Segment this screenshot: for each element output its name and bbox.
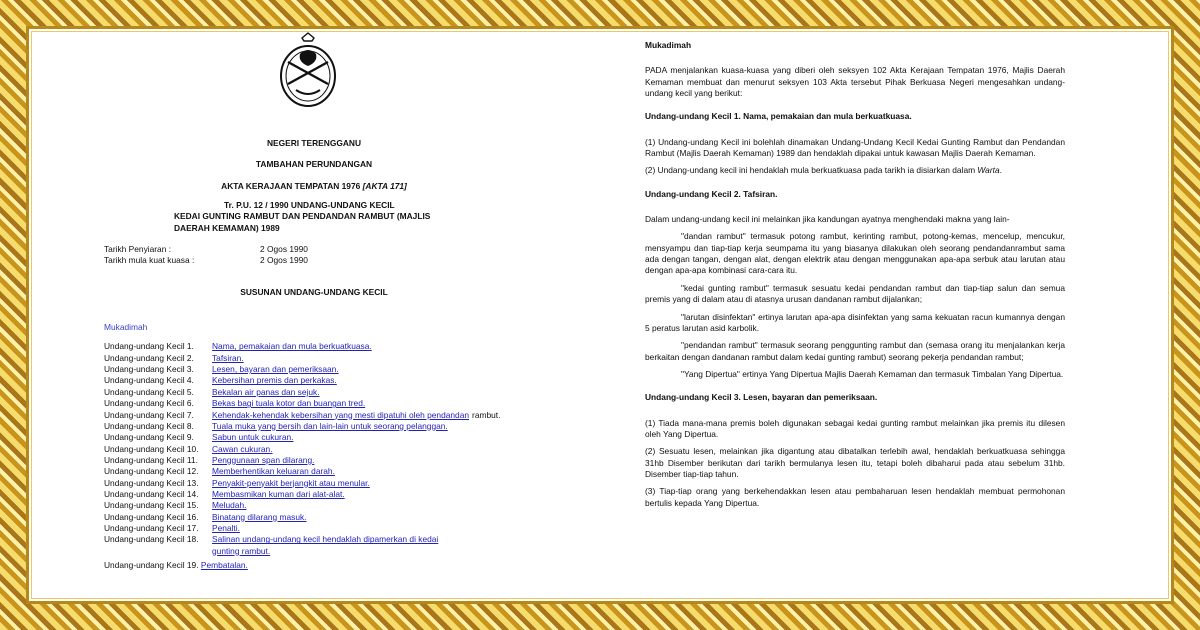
section-3-para-2: (2) Sesuatu lesen, melainkan jika digantung atau dibatalkan terlebih awal, hendaklah berkuatkuasa sehingga 31hb Disember berikutan dari tarikh bermulanya lesen itu, tetapi boleh dibaharui pada atau sebelum 31hb. Disember tiap-tiap tahun. bbox=[645, 446, 1065, 479]
toc-row-link[interactable]: Sabun untuk cukuran. bbox=[212, 432, 294, 443]
toc-mukadimah-link[interactable]: Mukadimah bbox=[104, 322, 148, 333]
toc-row-1 bbox=[104, 341, 524, 352]
bylaw-title bbox=[104, 200, 524, 234]
section-3-para-1: (1) Tiada mana-mana premis boleh digunakan sebagai kedai gunting rambut melainkan jika premis itu dilesen oleh Yang Dipertua. bbox=[645, 417, 1065, 439]
toc-row-2 bbox=[104, 353, 524, 364]
toc-row-4 bbox=[104, 375, 524, 386]
right-page bbox=[645, 40, 1065, 515]
toc-row-7 bbox=[104, 410, 524, 421]
toc-row-key: Undang-undang Kecil 5. bbox=[104, 386, 194, 397]
bylaw-title-line-2: KEDAI GUNTING RAMBUT DAN PENDANDAN RAMBUT (MAJLIS bbox=[174, 211, 431, 222]
toc-row-19 bbox=[104, 560, 524, 571]
publication-date-row bbox=[104, 244, 524, 255]
state-name: NEGERI TERENGGANU bbox=[267, 138, 361, 148]
toc-row-12 bbox=[104, 466, 524, 477]
toc-row-link[interactable]: Lesen, bayaran dan pemeriksaan. bbox=[212, 364, 339, 375]
toc-row-link[interactable]: Salinan undang-undang kecil hendaklah dipamerkan di kedai bbox=[212, 534, 439, 545]
toc-row-13 bbox=[104, 478, 524, 489]
toc-row-key: Undang-undang Kecil 4. bbox=[104, 375, 194, 386]
arrangement-heading: SUSUNAN UNDANG-UNDANG KECIL bbox=[240, 286, 388, 297]
toc-row-key: Undang-undang Kecil 1. bbox=[104, 341, 194, 352]
toc-row-link[interactable]: Pembatalan. bbox=[200, 559, 248, 570]
toc-row-link[interactable]: Cawan cukuran. bbox=[212, 443, 273, 454]
toc-row-5 bbox=[104, 387, 524, 398]
definition-pendandan-rambut: "pendandan rambut" termasuk seorang penggunting rambut dan (semasa orang itu menjalankan kerja berkaitan dengan dandanan rambut dalam kedai gunting rambut) seorang pekerja pendandan rambut; bbox=[645, 340, 1065, 362]
toc-row-key: Undang-undang Kecil 7. bbox=[104, 409, 194, 420]
toc-row-link[interactable]: Tuala muka yang bersih dan lain-lain untuk seorang pelanggan. bbox=[212, 420, 448, 431]
definition-larutan-disinfektan: "larutan disinfektan" ertinya larutan apa-apa disinfektan yang sama kekuatan racun kumannya dengan 5 peratus larutan asid karbolik. bbox=[645, 311, 1065, 333]
toc-row-key: Undang-undang Kecil 19. bbox=[104, 559, 199, 570]
toc-row-link-continued[interactable]: gunting rambut. bbox=[212, 545, 271, 556]
toc-row-18-continued bbox=[104, 546, 524, 557]
toc-row-key: Undang-undang Kecil 3. bbox=[104, 364, 194, 375]
effective-date-row bbox=[104, 255, 524, 266]
definition-dandan-rambut: "dandan rambut" termasuk potong rambut, kerinting rambut, potong-kemas, mencelup, mencukur, mensyampu dan tiap-tiap kerja seumpama itu yang biasanya dilakukan oleh seorang pendandanrambut sama ada dengan tangan, dengan alat, dengan elektrik atau dengan menggunakan apa-apa serbuk atau larutan atau dengan apa-apa kombinasi cara-cara itu. bbox=[645, 231, 1065, 276]
toc-row-key: Undang-undang Kecil 2. bbox=[104, 352, 194, 363]
toc-row-key: Undang-undang Kecil 17. bbox=[104, 522, 199, 533]
toc-row-6 bbox=[104, 398, 524, 409]
toc-row-16 bbox=[104, 512, 524, 523]
section-2-heading: Undang-undang Kecil 2. Tafsiran. bbox=[645, 188, 778, 199]
section-3-heading: Undang-undang Kecil 3. Lesen, bayaran dan pemeriksaan. bbox=[645, 392, 878, 403]
toc-row-key: Undang-undang Kecil 18. bbox=[104, 534, 199, 545]
toc-row-link[interactable]: Bekalan air panas dan sejuk. bbox=[212, 386, 320, 397]
toc-row-link[interactable]: Penggunaan span dilarang. bbox=[212, 454, 315, 465]
definition-kedai-gunting-rambut: "kedai gunting rambut" termasuk sesuatu kedai pendandan rambut dan tiap-tiap salun dan semua premis yang di dalam atau di atasnya urusan dandanan rambut dijalankan; bbox=[645, 282, 1065, 305]
section-3-para-3: (3) Tiap-tiap orang yang berkehendakkan lesen atau pembaharuan lesen hendaklah membuat permohonan bertulis kepada Yang Dipertua. bbox=[645, 486, 1065, 508]
toc-row-key: Undang-undang Kecil 16. bbox=[104, 511, 199, 522]
bylaw-title-line-3: DAERAH KEMAMAN) 1989 bbox=[174, 222, 280, 233]
toc-row-extra: rambut. bbox=[472, 409, 501, 420]
toc-row-link[interactable]: Bekas bagi tuala kotor dan buangan tred. bbox=[212, 398, 366, 409]
toc-row-link[interactable]: Penyakit-penyakit berjangkit atau menular. bbox=[212, 477, 370, 488]
section-1-para-2 bbox=[645, 165, 1065, 176]
left-page bbox=[104, 40, 524, 571]
toc-row-15 bbox=[104, 500, 524, 511]
terengganu-crest-icon bbox=[276, 32, 340, 110]
toc-row-link[interactable]: Kebersihan premis dan perkakas. bbox=[212, 375, 337, 386]
pu-reference: Tr. P.U. 12 / 1990 UNDANG-UNDANG KECIL bbox=[224, 200, 395, 211]
toc-row-key: Undang-undang Kecil 14. bbox=[104, 488, 199, 499]
section-1-para-2-text: (2) Undang-undang kecil ini hendaklah mula berkuatkuasa pada tarikh ia disiarkan dalam bbox=[645, 165, 978, 176]
act-title bbox=[104, 181, 524, 192]
supplement-title: TAMBAHAN PERUNDANGAN bbox=[255, 159, 373, 170]
toc-row-link[interactable]: Membasmikan kuman dari alat-alat. bbox=[212, 488, 345, 499]
preamble-heading: Mukadimah bbox=[645, 40, 692, 50]
toc-row-18 bbox=[104, 534, 524, 545]
toc-row-key: Undang-undang Kecil 9. bbox=[104, 432, 194, 443]
toc-row-10 bbox=[104, 444, 524, 455]
publication-dates bbox=[104, 244, 524, 267]
toc-row-key: Undang-undang Kecil 12. bbox=[104, 466, 199, 477]
toc-row-link[interactable]: Kehendak-kehendak kebersihan yang mesti dipatuhi oleh pendandan bbox=[212, 409, 470, 420]
section-1-para-2-end: . bbox=[999, 165, 1002, 176]
toc-row-8 bbox=[104, 421, 524, 432]
toc-row-3 bbox=[104, 364, 524, 375]
table-of-contents bbox=[104, 341, 524, 557]
definition-yang-dipertua: "Yang Dipertua" ertinya Yang Dipertua Majlis Daerah Kemaman dan termasuk Timbalan Yang Dipertua. bbox=[681, 368, 1064, 379]
section-1-heading: Undang-undang Kecil 1. Nama, pemakaian dan mula berkuatkuasa. bbox=[645, 111, 912, 122]
toc-row-14 bbox=[104, 489, 524, 500]
toc-row-link[interactable]: Binatang dilarang masuk. bbox=[212, 511, 307, 522]
toc-row-key: Undang-undang Kecil 10. bbox=[104, 443, 199, 454]
toc-row-key: Undang-undang Kecil 6. bbox=[104, 398, 194, 409]
section-1-para-1: (1) Undang-undang Kecil ini bolehlah dinamakan Undang-Undang Kecil Kedai Gunting Rambut dan Pendandan Rambut (Majlis Daerah Kemaman) 1989 dan hendaklah dipakai untuk kawasan Majlis Daerah Kemaman. bbox=[645, 136, 1065, 159]
section-2-intro: Dalam undang-undang kecil ini melainkan jika kandungan ayatnya menghendaki makna yang lain- bbox=[645, 214, 1010, 225]
effective-date-value: 2 Ogos 1990 bbox=[260, 255, 308, 266]
toc-row-key: Undang-undang Kecil 15. bbox=[104, 500, 199, 511]
act-reference: [AKTA 171] bbox=[362, 180, 407, 191]
toc-row-link[interactable]: Meludah. bbox=[212, 500, 247, 511]
toc-row-9 bbox=[104, 432, 524, 443]
toc-row-link[interactable]: Tafsiran. bbox=[212, 352, 244, 363]
act-title-text: AKTA KERAJAAN TEMPATAN 1976 bbox=[221, 180, 363, 191]
preamble-text: PADA menjalankan kuasa-kuasa yang diberi oleh seksyen 102 Akta Kerajaan Tempatan 1976, Majlis Daerah Kemaman membuat dan menurut seksyen 103 Akta tersebut Pihak Berkuasa Negeri mengesahkan undang-undang kecil yang berikut: bbox=[645, 65, 1065, 99]
warta-term: Warta bbox=[977, 165, 1000, 176]
toc-row-link[interactable]: Nama, pemakaian dan mula berkuatkuasa. bbox=[212, 341, 372, 352]
publication-date-value: 2 Ogos 1990 bbox=[260, 244, 308, 255]
toc-row-key: Undang-undang Kecil 13. bbox=[104, 477, 199, 488]
toc-row-11 bbox=[104, 455, 524, 466]
toc-row-link[interactable]: Penalti. bbox=[212, 522, 240, 533]
publication-date-label: Tarikh Penyiaran : bbox=[104, 244, 172, 255]
toc-row-key: Undang-undang Kecil 8. bbox=[104, 420, 194, 431]
effective-date-label: Tarikh mula kuat kuasa : bbox=[104, 255, 195, 266]
toc-row-key: Undang-undang Kecil 11. bbox=[104, 454, 198, 465]
toc-row-link[interactable]: Memberhentikan keluaran darah. bbox=[212, 466, 335, 477]
toc-row-17 bbox=[104, 523, 524, 534]
